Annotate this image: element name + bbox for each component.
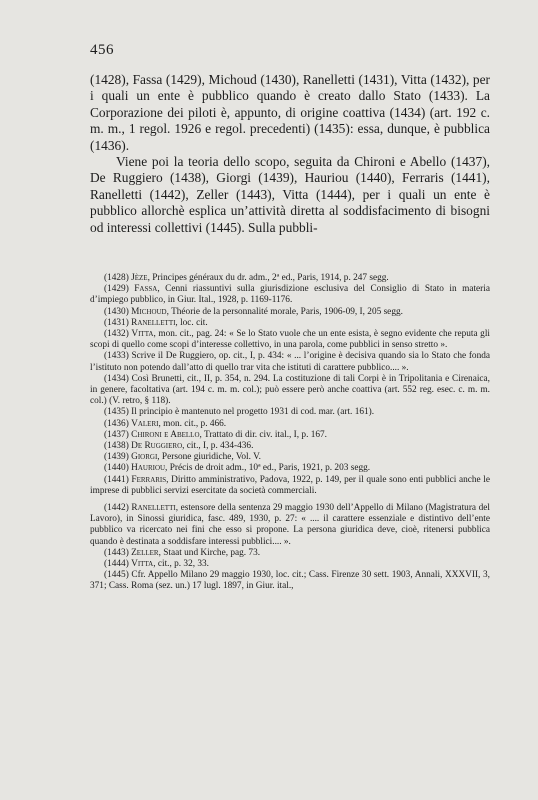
footnote-number: (1443) bbox=[104, 547, 132, 558]
footnote bbox=[90, 441, 490, 452]
footnote-text: estensore della sentenza 29 maggio 1930 dell’Appello di Milano (Magistratura del Lavoro), in Sinossi giuridica, fasc. 489, 1930, p. 27: « .... il carattere essenziale e distintivo dell’ente pubblico va ricercato nei fini che esso si propone. La persona giuridica deve, cioè, ritenersi pubblica quando è destinata a soddisfare interessi pubblici.... ». bbox=[90, 503, 490, 547]
footnote-number: (1430) bbox=[104, 306, 132, 317]
footnote-number: (1431) bbox=[104, 317, 132, 328]
footnote-text: Trattato di dir. civ. ital., I, p. 167. bbox=[201, 429, 327, 440]
footnote bbox=[90, 548, 490, 559]
footnote bbox=[90, 374, 490, 408]
footnote-text: Così Brunetti, cit., II, p. 354, n. 294. La costituzione di tali Corpi è in Tripolitania e Cirenaica, in genere, facoltativa (art. 194 c. m. m. col.); può essere però anche coattiva (art. 552 reg. esec. c. m. m. col.) (V. retro, § 118). bbox=[90, 373, 490, 407]
footnote-author: Vitta, bbox=[131, 329, 156, 340]
footnote-text: cit., p. 32, 33. bbox=[155, 559, 209, 570]
footnote bbox=[90, 463, 490, 474]
footnote-author: Ranelletti, bbox=[131, 503, 179, 514]
footnote-number: (1428) bbox=[104, 273, 132, 283]
footnote-text: Précis de droit adm., 10ª ed., Paris, 1921, p. 203 segg. bbox=[167, 463, 371, 474]
footnote-author: Hauriou, bbox=[131, 463, 168, 474]
footnote-text: Persone giuridiche, Vol. V. bbox=[159, 452, 261, 463]
page-number: 456 bbox=[90, 42, 114, 58]
footnote-text: Il principio è mantenuto nel progetto 1931 di cod. mar. (art. 161). bbox=[131, 407, 375, 418]
footnote-number: (1437) bbox=[104, 429, 132, 440]
footnote-number: (1439) bbox=[104, 452, 132, 463]
footnote-text: mon. cit., pag. 24: « Se lo Stato vuole che un ente esista, è segno evidente che reputa gli scopi di quello come scopi d’interesse collettivo, in una parola, come pubblici in senso stretto ». bbox=[90, 329, 490, 351]
footnote-author: Ferraris, bbox=[131, 474, 169, 485]
footnote-author: Ranelletti, bbox=[131, 317, 178, 328]
footnote-text: mon. cit., p. 466. bbox=[160, 418, 227, 429]
footnote-author: Chironi e Abello, bbox=[131, 429, 202, 440]
footnote bbox=[90, 273, 490, 284]
footnote-number: (1445) bbox=[104, 570, 132, 581]
footnote bbox=[90, 407, 490, 418]
footnote bbox=[90, 475, 490, 497]
footnote-number: (1434) bbox=[104, 373, 132, 384]
footnote-number: (1438) bbox=[104, 441, 132, 452]
footnote bbox=[90, 318, 490, 329]
footnote-author: Fassa, bbox=[134, 284, 160, 295]
footnote-number: (1429) bbox=[104, 284, 135, 295]
footnote-text: Diritto amministrativo, Padova, 1922, p. 149, per il quale sono enti pubblici anche le imprese di pubblici servizi esercitate da società commerciali. bbox=[90, 474, 490, 496]
footnote bbox=[90, 419, 490, 430]
footnote-text: Cenni riassuntivi sulla giurisdizione esclusiva del Consiglio di Stato in materia d’impiego pubblico, in Giur. Ital., 1928, p. 1169-1176. bbox=[90, 284, 490, 306]
footnote-number: (1442) bbox=[104, 503, 132, 514]
footnote-author: De Ruggiero, bbox=[131, 441, 185, 452]
footnote-text: Scrive il De Ruggiero, op. cit., I, p. 434: « ... l’origine è decisiva quando sia lo Stato che fonda l’istituto non potendo dall’atto di quello trar vita che istituti di carattere pubblico.... ». bbox=[90, 351, 490, 373]
footnote-number: (1440) bbox=[104, 463, 132, 474]
footnote-number: (1436) bbox=[104, 418, 132, 429]
main-paragraph-2: Viene poi la teoria dello scopo, seguita da Chironi e Abello (1437), De Ruggiero (1438), Giorgi (1439), Hauriou (1440), Ferraris (1441), Ranelletti (1442), Zeller (1443), Vitta (1444), per i quali un ente è pubblico allorchè esplica un’attività diretta al soddisfacimento di bisogni od interessi collettivi (1445). Sulla pubbli- bbox=[90, 154, 490, 235]
footnote-author: Jèze, bbox=[131, 273, 150, 283]
footnote bbox=[90, 559, 490, 570]
footnote bbox=[90, 284, 490, 306]
footnote bbox=[90, 351, 490, 373]
footnote bbox=[90, 503, 490, 548]
footnote-author: Michoud, bbox=[131, 306, 169, 317]
footnote-number: (1444) bbox=[104, 559, 132, 570]
main-text bbox=[90, 72, 490, 236]
footnote-text: loc. cit. bbox=[177, 317, 208, 328]
main-paragraph-1: (1428), Fassa (1429), Michoud (1430), Ranelletti (1431), Vitta (1432), per i quali un ente è pubblico quando è creato dallo Stato (1433). La Corporazione dei piloti è, appunto, di origine coattiva (1434) (art. 192 c. m. m., 1 regol. 1926 e regol. precedenti) (1435): essa, dunque, è pubblica (1436). bbox=[90, 72, 490, 153]
footnote-text: cit., I, p. 434-436. bbox=[184, 441, 254, 452]
footnote-text: Principes généraux du dr. adm., 2ª ed., Paris, 1914, p. 247 segg. bbox=[149, 273, 389, 283]
footnote bbox=[90, 307, 490, 318]
footnote bbox=[90, 329, 490, 351]
footnote-author: Zeller, bbox=[131, 547, 161, 558]
footnote-number: (1433) bbox=[104, 351, 132, 362]
footnote-author: Vitta, bbox=[131, 559, 156, 570]
footnote-text: Cfr. Appello Milano 29 maggio 1930, loc. cit.; Cass. Firenze 30 sett. 1903, Annali, XXXVII, 3, 371; Cass. Roma (sez. un.) 17 lugl. 1897, in Giur. ital., bbox=[90, 570, 490, 592]
footnote bbox=[90, 570, 490, 592]
footnote-author: Valeri, bbox=[131, 418, 161, 429]
footnote-text: Staat und Kirche, pag. 73. bbox=[160, 547, 261, 558]
footnote bbox=[90, 430, 490, 441]
footnote bbox=[90, 452, 490, 463]
footnote-author: Giorgi, bbox=[131, 452, 160, 463]
footnotes bbox=[90, 273, 490, 593]
footnote-number: (1441) bbox=[104, 474, 132, 485]
footnote-number: (1432) bbox=[104, 329, 132, 340]
footnote-text: Théorie de la personnalité morale, Paris, 1906-09, I, 205 segg. bbox=[168, 306, 403, 317]
footnote-number: (1435) bbox=[104, 407, 132, 418]
